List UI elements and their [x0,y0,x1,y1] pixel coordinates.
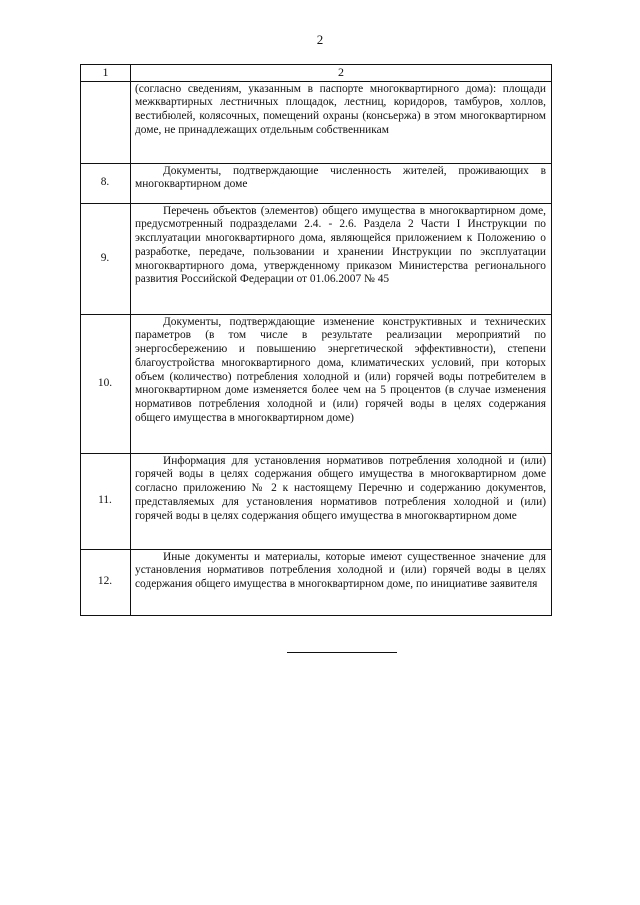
row-text: Информация для установления нормативов потребления холодной и (или) горячей воды в целях содержания общего имущества в многоквартирном доме согласно приложению № 2 к настоящему Перечню и содержанию документов, представляемых для установления нормативов потребления холодной и (или) горячей воды в целях содержания общего имущества в многоквартирном доме [135,454,546,522]
column-header-description: 2 [131,65,552,82]
table-header-row [81,65,552,82]
row-number: 12. [81,549,131,615]
table-row [81,314,552,453]
row-number: 10. [81,314,131,453]
row-text: (согласно сведениям, указанным в паспорте многоквартирного дома): площади межквартирных лестничных площадок, лестниц, коридоров, тамбуров, холлов, вестибюлей, колясочных, помещений охраны (консьержа) в этом многоквартирном доме, не принадлежащих отдельным собственникам [131,81,552,163]
closing-divider-line [287,652,397,653]
table-row [81,549,552,615]
row-number: 8. [81,163,131,203]
row-number [81,81,131,163]
table-row [81,453,552,549]
table-row [81,81,552,163]
table-row [81,163,552,203]
row-number: 11. [81,453,131,549]
row-text: Документы, подтверждающие численность жителей, проживающих в многоквартирном доме [135,164,546,191]
page-number: 2 [316,32,324,47]
column-header-number: 1 [81,65,131,82]
row-number: 9. [81,203,131,314]
documents-table [80,64,552,616]
row-text: Перечень объектов (элементов) общего имущества в многоквартирном доме, предусмотренный подразделами 2.4. - 2.6. Раздела 2 Части I Инструкции по эксплуатации многоквартирного дома, являющейся приложением к Положению о разработке, передаче, пользовании и хранении Инструкции по эксплуатации многоквартирного дома, утвержденному приказом Министерства регионального развития Российской Федерации от 01.06.2007 № 45 [135,204,546,286]
row-text: Документы, подтверждающие изменение конструктивных и технических параметров (в том числе в результате реализации мероприятий по энергосбережению и повышению энергетической эффективности), степени благоустройства многоквартирного дома, климатических условий, при которых объем (количество) потребления холодной и (или) горячей воды потребителем в многоквартирном доме изменяется более чем на 5 процентов (в случае изменения нормативов потребления холодной и (или) горячей воды в целях содержания общего имущества в многоквартирном доме) [135,315,546,424]
table-row [81,203,552,314]
row-text: Иные документы и материалы, которые имеют существенное значение для установления нормативов потребления холодной и (или) горячей воды в целях содержания общего имущества в многоквартирном доме, по инициативе заявителя [135,550,546,591]
